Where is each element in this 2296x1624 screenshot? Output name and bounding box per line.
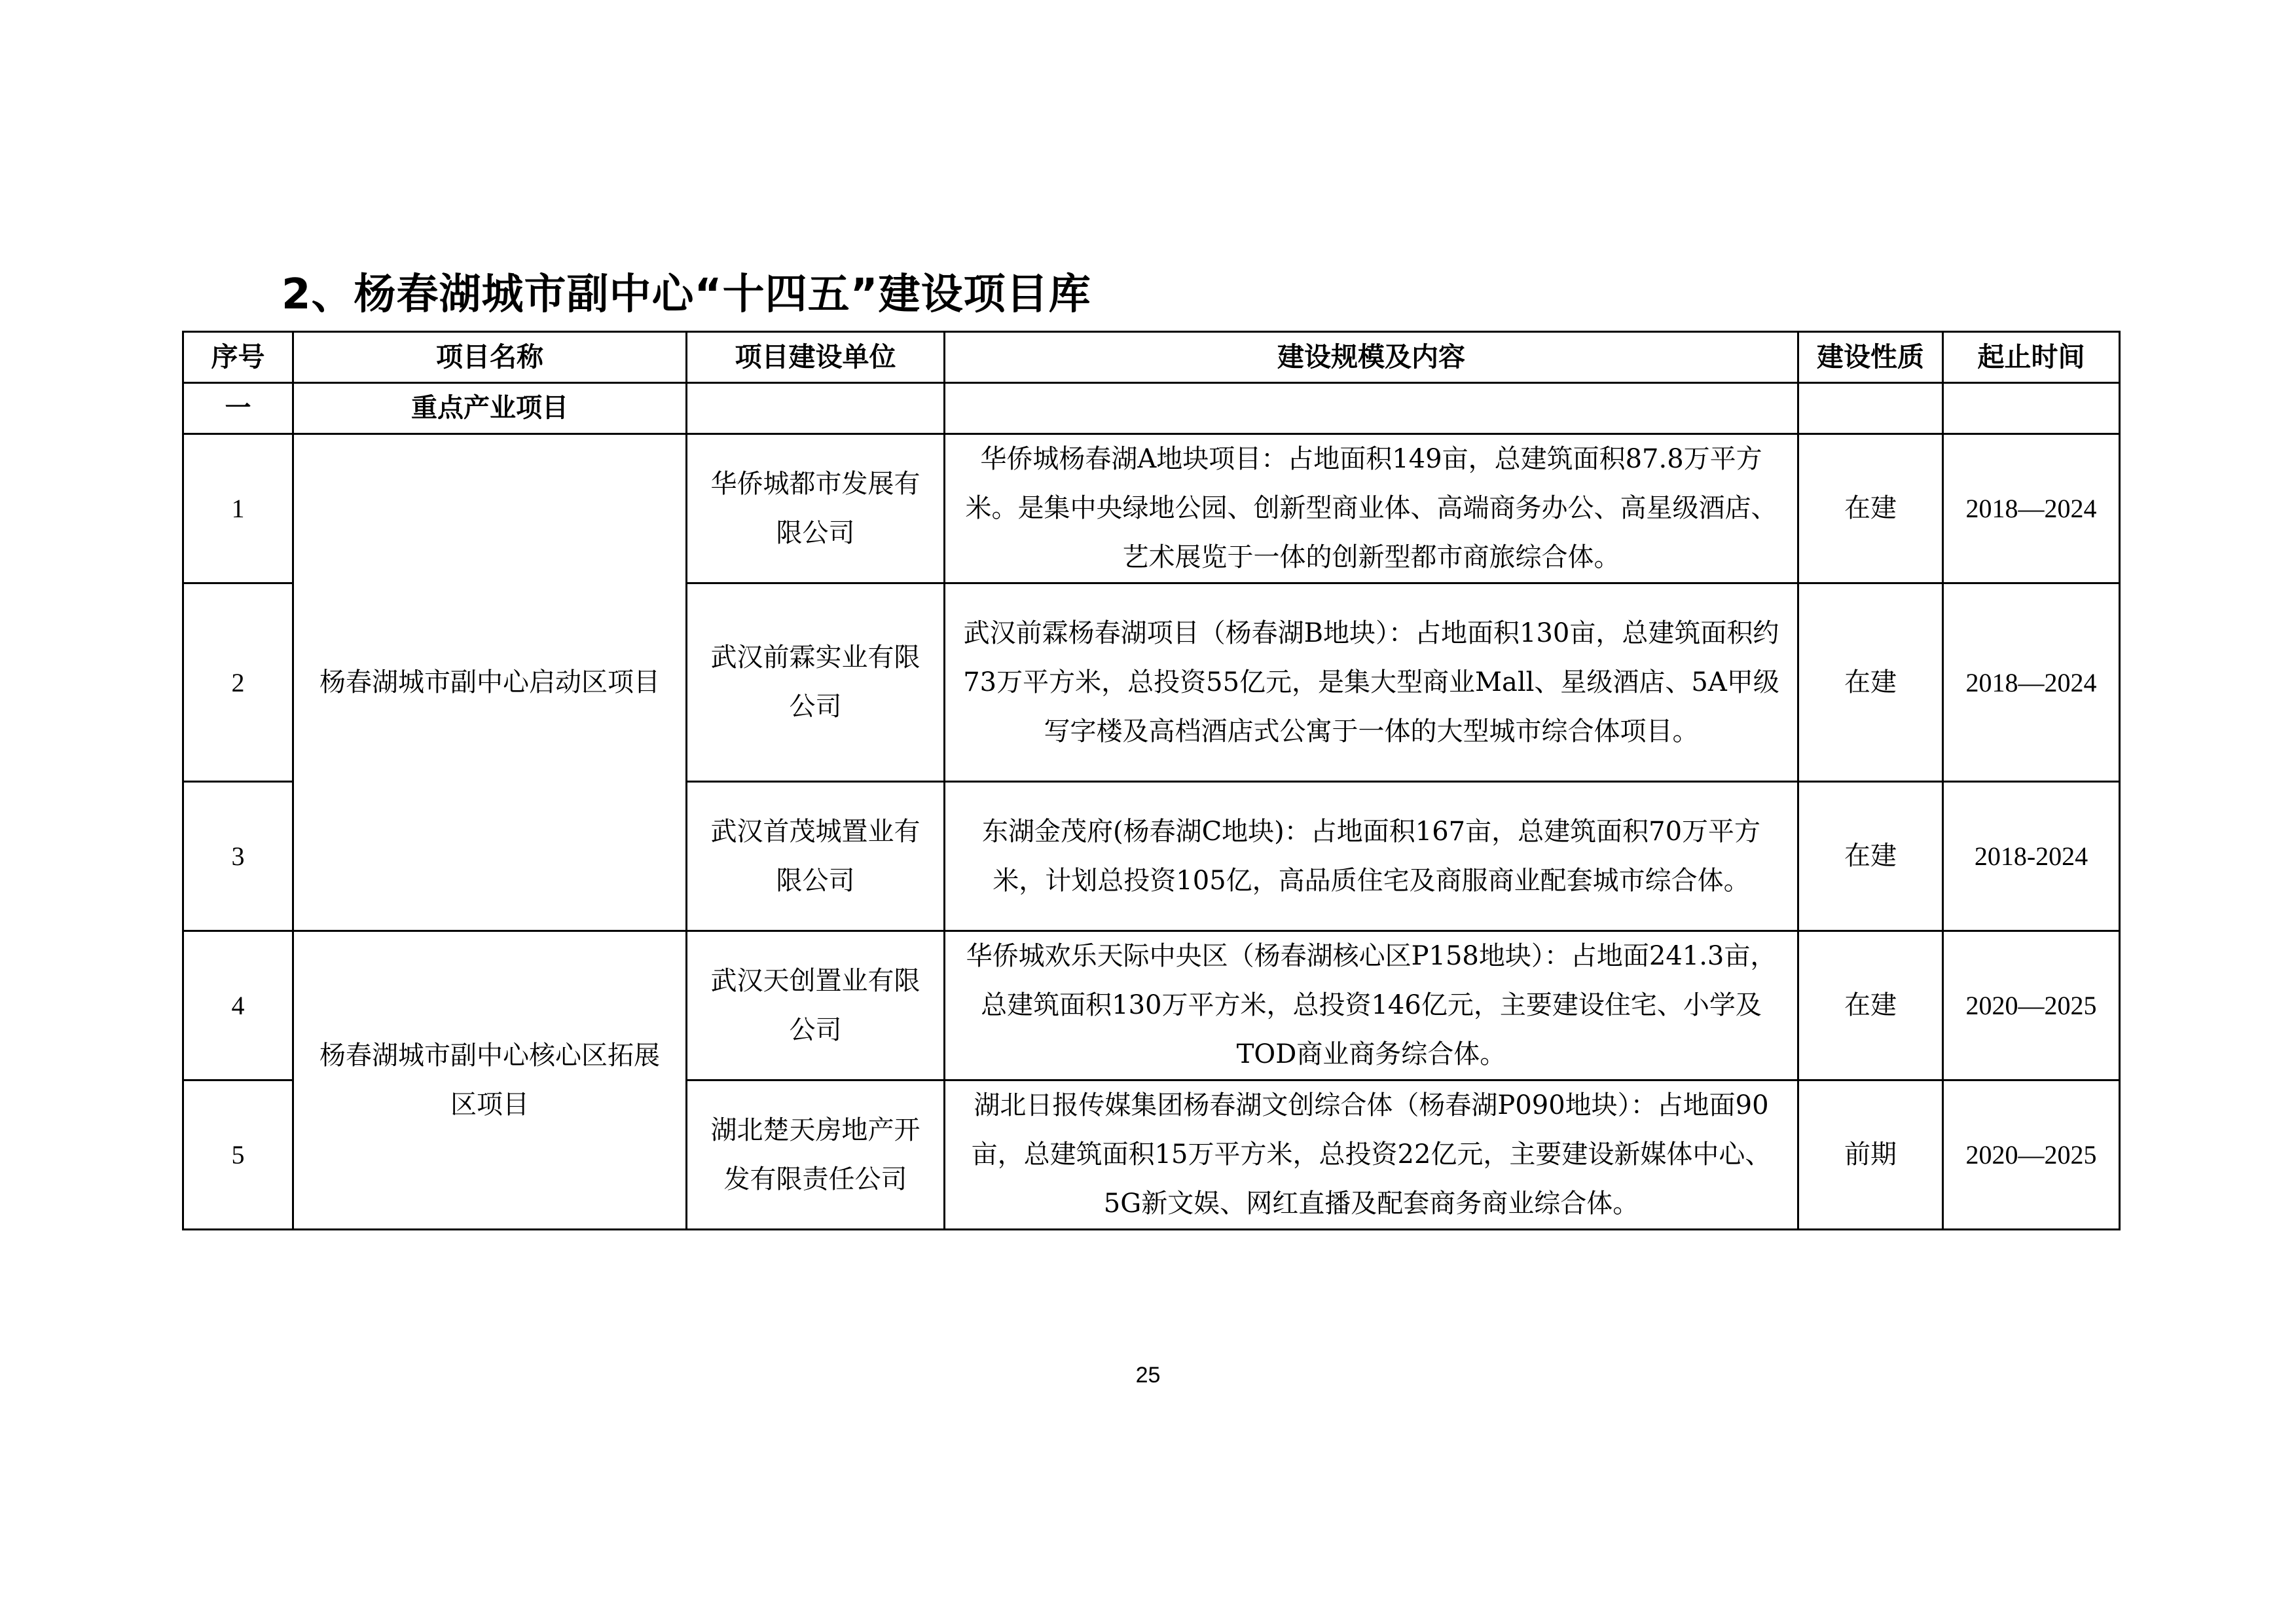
section-name: 重点产业项目 — [293, 383, 687, 434]
row-unit: 湖北楚天房地产开发有限责任公司 — [687, 1080, 945, 1230]
header-seq: 序号 — [183, 332, 293, 383]
group-name: 杨春湖城市副中心启动区项目 — [293, 434, 687, 931]
row-nature: 在建 — [1798, 931, 1943, 1080]
row-nature: 前期 — [1798, 1080, 1943, 1230]
header-unit: 项目建设单位 — [687, 332, 945, 383]
row-content: 湖北日报传媒集团杨春湖文创综合体（杨春湖P090地块）：占地面90亩，总建筑面积15万平方米，总投资22亿元，主要建设新媒体中心、5G新文娱、网红直播及配套商务商业综合体。 — [945, 1080, 1798, 1230]
row-period: 2020—2025 — [1943, 931, 2120, 1080]
row-unit: 武汉前霖实业有限公司 — [687, 583, 945, 782]
row-period: 2018—2024 — [1943, 434, 2120, 583]
row-unit: 华侨城都市发展有限公司 — [687, 434, 945, 583]
empty-cell — [1943, 383, 2120, 434]
row-nature: 在建 — [1798, 434, 1943, 583]
page-number: 25 — [1135, 1363, 1161, 1388]
table-row — [183, 931, 2120, 1080]
row-period: 2020—2025 — [1943, 1080, 2120, 1230]
section-number: 一 — [183, 383, 293, 434]
row-period: 2018—2024 — [1943, 583, 2120, 782]
row-seq: 2 — [183, 583, 293, 782]
page-title: 2、杨春湖城市副中心“十四五”建设项目库 — [282, 270, 1091, 319]
empty-cell — [1798, 383, 1943, 434]
row-content: 华侨城欢乐天际中央区（杨春湖核心区P158地块）：占地面241.3亩，总建筑面积130万平方米，总投资146亿元，主要建设住宅、小学及TOD商业商务综合体。 — [945, 931, 1798, 1080]
table-row — [183, 434, 2120, 583]
row-content: 华侨城杨春湖A地块项目：占地面积149亩，总建筑面积87.8万平方米。是集中央绿地公园、创新型商业体、高端商务办公、高星级酒店、艺术展览于一体的创新型都市商旅综合体。 — [945, 434, 1798, 583]
row-period: 2018-2024 — [1943, 782, 2120, 931]
section-row — [183, 383, 2120, 434]
header-nature: 建设性质 — [1798, 332, 1943, 383]
row-seq: 1 — [183, 434, 293, 583]
table-header-row — [183, 332, 2120, 383]
row-content: 东湖金茂府(杨春湖C地块)：占地面积167亩，总建筑面积70万平方米，计划总投资105亿，高品质住宅及商服商业配套城市综合体。 — [945, 782, 1798, 931]
row-seq: 5 — [183, 1080, 293, 1230]
empty-cell — [945, 383, 1798, 434]
header-content: 建设规模及内容 — [945, 332, 1798, 383]
row-unit: 武汉天创置业有限公司 — [687, 931, 945, 1080]
group-name: 杨春湖城市副中心核心区拓展区项目 — [293, 931, 687, 1230]
row-content: 武汉前霖杨春湖项目（杨春湖B地块）：占地面积130亩，总建筑面积约73万平方米，总投资55亿元，是集大型商业Mall、星级酒店、5A甲级写字楼及高档酒店式公寓于一体的大型城市综合体项目。 — [945, 583, 1798, 782]
empty-cell — [687, 383, 945, 434]
row-nature: 在建 — [1798, 583, 1943, 782]
project-table — [182, 331, 2121, 1230]
header-project-name: 项目名称 — [293, 332, 687, 383]
row-seq: 3 — [183, 782, 293, 931]
row-unit: 武汉首茂城置业有限公司 — [687, 782, 945, 931]
row-seq: 4 — [183, 931, 293, 1080]
row-nature: 在建 — [1798, 782, 1943, 931]
header-period: 起止时间 — [1943, 332, 2120, 383]
